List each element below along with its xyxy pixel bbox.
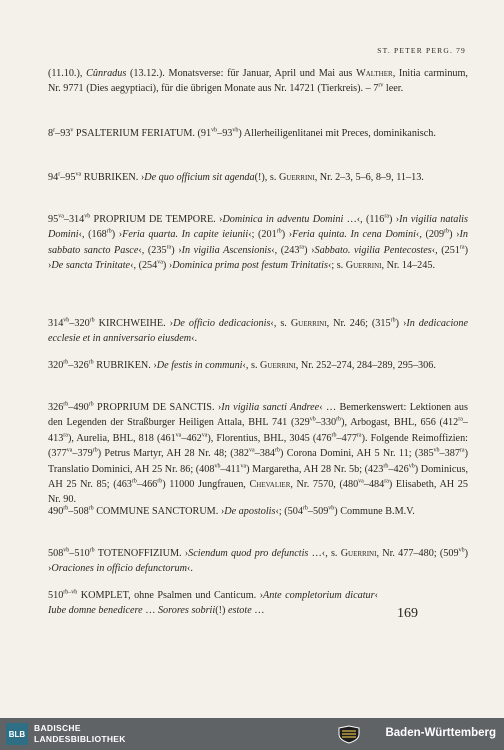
state-emblem-icon [336,723,362,745]
library-name[interactable] [34,723,126,745]
catalog-entry-proprium-sanctis: $326^{rb}-490^{rb}$ PROPRIUM DE SANCTIS. ›In vigilia sancti Andree‹ … Bemerkenswert: Lektionen aus den Legenden der Straßburger Heiligen Attala, BHL 741 $(329^{vb}-330^{rb})$, Arbogast, BHL, 656 $(412^{ra}-413^{ra})$, Aurelia, BHL, 818 $(461^{va}-462^{va})$, Florentius, BHL, 3045 $(476^{rb}-477^{ra})$. Folgende Reimoffizien: $(377^{va}-379^{rb})$ Petrus Martyr, AH 28 Nr. 48; $(382^{va}-384^{rb})$ Corona Domini, AH 5 Nr. 11; $(385^{vb}-387^{ra})$ Translatio Dominici, AH 25 Nr. 86; $(408^{vb}-411^{va})$ Margaretha, AH 28 Nr. 5b; $(423^{rb}-426^{vb})$ Dominicus, AH 25 Nr. 85; $(463^{rb}-466^{rb})$ 11000 Jungfrauen, Chevalier, Nr. 7570, $(480^{va}-484^{ra})$ Elisabeth, AH 25 Nr. 90. [48,401,469,506]
state-name[interactable]: Baden-Württemberg [385,727,496,739]
catalog-entry-psalterium: 8$^r$–93$^v$ PSALTERIUM FERIATUM. $(91^{vb}-93^{vb})$ Allerheiligenlitanei mit Preces, dominikanisch. [48,127,436,139]
library-name-line-1: BADISCHE [34,723,81,733]
catalog-entry-continuation: (11.10.), Cûnradus (13.12.). Monatsverse: für Januar, April und Mai aus Walther, Initia carminum, Nr. 9771 (Dies aegyptiaci), für die übrigen Monate aus Nr. 14721 (Tierkreis). – $7^{rv}$ leer. [48,68,468,95]
footer-bar [0,718,504,750]
catalog-entry-kirchweihe: $314^{vb}-320^{rb}$ KIRCHWEIHE. ›De officio dedicacionis‹, s. Guerrini, Nr. 246; $(315^{rb})$ ›In dedicacione ecclesie et in anniversario eiusdem‹. [48,317,469,345]
catalog-entry-rubriken-2: $320^{rb}-326^{rb}$ RUBRIKEN. ›De festis in communi‹, s. Guerrini, Nr. 252–274, 284–289, 295–306. [48,359,436,371]
catalog-entry-totenoffizium: $508^{vb}-510^{rb}$ TOTENOFFIZIUM. ›Sciendum quod pro defunctis …‹, s. Guerrini, Nr. 477–480; $(509^{vb})$ ›Oraciones in officio defunctorum‹. [48,547,468,575]
blb-logo[interactable]: BLB [6,723,28,745]
catalog-entry-proprium-tempore: $95^{va}-314^{vb}$ PROPRIUM DE TEMPORE. ›Dominica in adventu Domini …‹, $(116^{ra})$ ›In vigilia natalis Domini‹, $(168^{rb})$ ›Feria quarta. In capite ieiunii‹; $(201^{rb})$ ›Feria quinta. In cena Domini‹, $(209^{rb})$ ›In sabbato sancto Pasce‹, $(235^{ra})$ ›In vigilia Ascensionis‹, $(243^{ra})$ ›Sabbato. vigilia Pentecostes‹, $(251^{ra})$ ›De sancta Trinitate‹, $(254^{va})$ ›Dominica prima post festum Trinitatis‹; s. Guerrini, Nr. 14–245. [48,213,468,272]
catalog-entry-commune: $490^{rb}-508^{rb}$ COMMUNE SANCTORUM. ›De apostolis‹; $(504^{rb}-509^{vb})$ Commune B.M.V. [48,505,415,517]
catalog-entry-rubriken-1: $94^r-95^{va}$ RUBRIKEN. ›De quo officium sit agenda(!), s. Guerrini, Nr. 2–3, 5–6, 8–9, 11–13. [48,171,424,183]
page-number: 169 [397,606,418,621]
library-name-line-2: LANDESBIBLIOTHEK [34,734,126,744]
catalog-entry-komplet: $510^{rb-vb}$ KOMPLET, ohne Psalmen und Canticum. ›Ante completorium dicatur‹ Iube domne benedicere … Sorores sobrii(!) estote … [48,589,378,617]
running-head: ST. PETER PERG. 79 [377,46,466,55]
